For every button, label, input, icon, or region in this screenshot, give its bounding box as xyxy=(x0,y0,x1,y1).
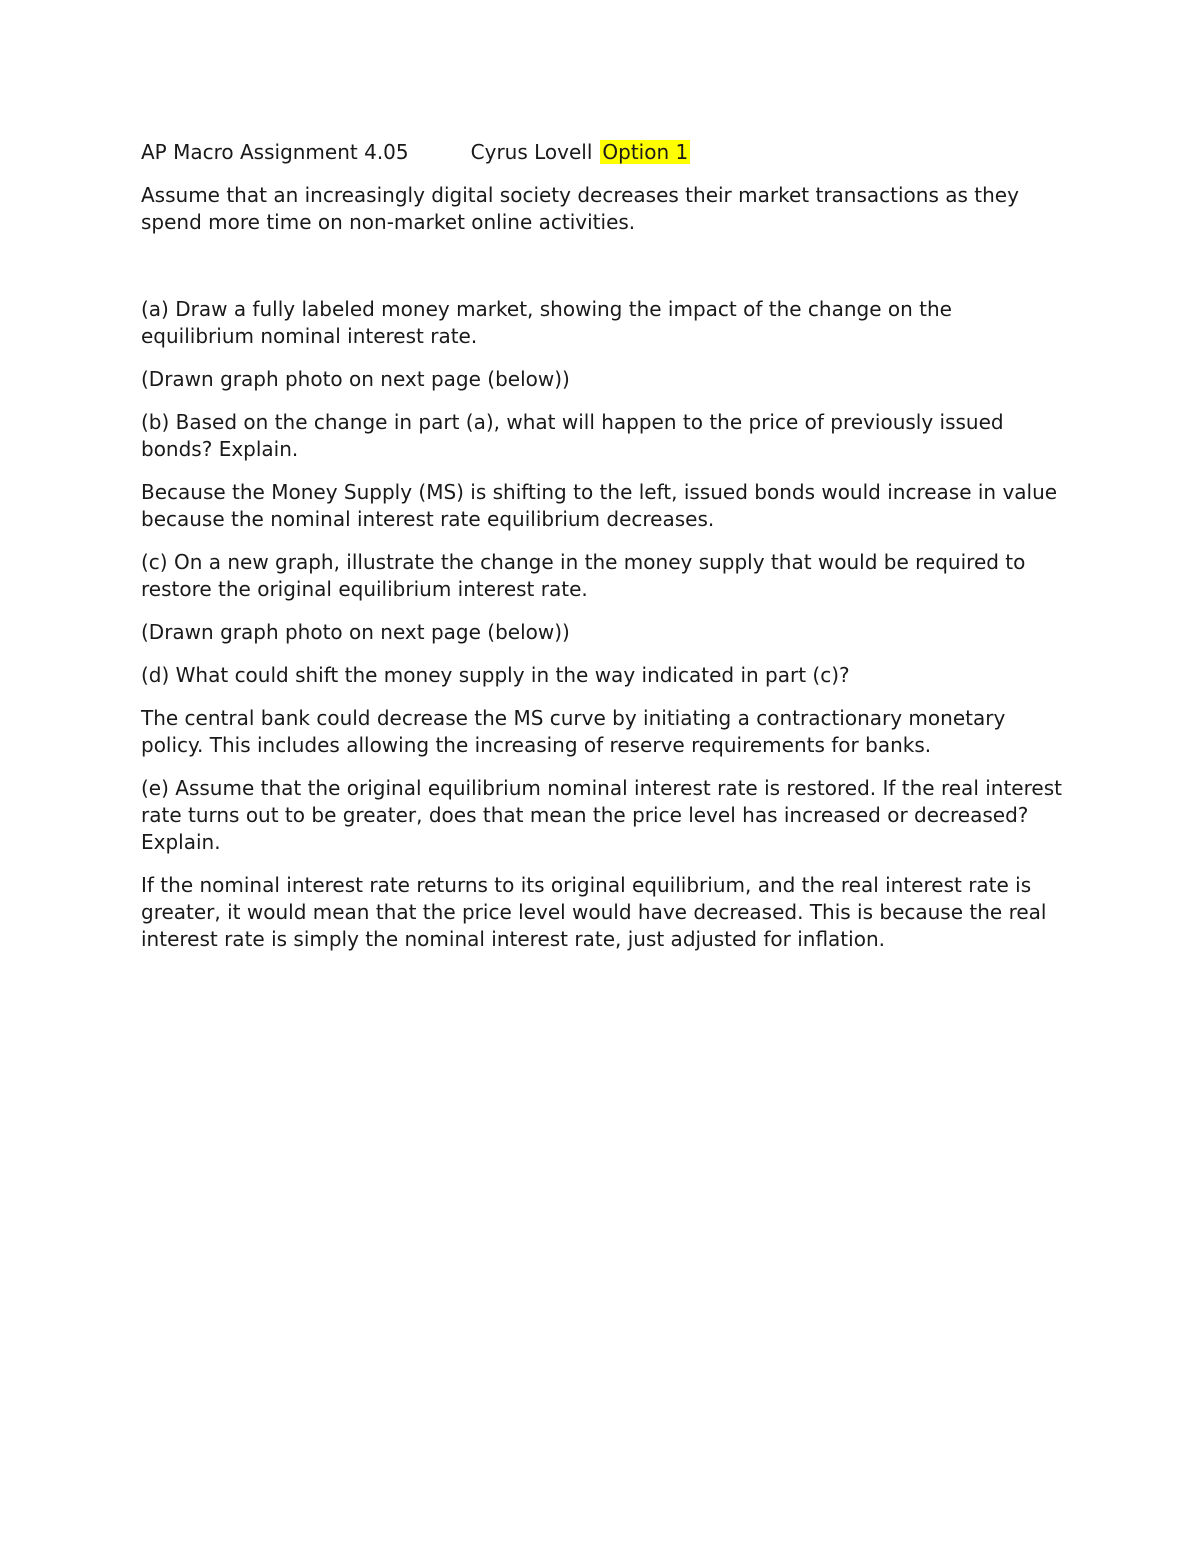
document-page xyxy=(141,139,1071,969)
answer-b: Because the Money Supply (MS) is shifting to the left, issued bonds would increase in value because the nominal interest rate equilibrium decreases. xyxy=(141,480,1058,531)
assignment-title: AP Macro Assignment 4.05 xyxy=(141,140,409,164)
question-e: (e) Assume that the original equilibrium nominal interest rate is restored. If the real interest rate turns out to be greater, does that mean the price level has increased or decreased? Explain. xyxy=(141,776,1062,854)
option-highlight: Option 1 xyxy=(602,140,689,164)
document-header xyxy=(141,139,1071,166)
student-name: Cyrus Lovell xyxy=(470,140,593,164)
question-d: (d) What could shift the money supply in the way indicated in part (c)? xyxy=(141,663,850,687)
question-b: (b) Based on the change in part (a), what will happen to the price of previously issued bonds? Explain. xyxy=(141,410,1004,461)
blank-spacer xyxy=(141,252,1071,296)
answer-a: (Drawn graph photo on next page (below)) xyxy=(141,367,570,391)
answer-c: (Drawn graph photo on next page (below)) xyxy=(141,620,570,644)
question-c: (c) On a new graph, illustrate the change in the money supply that would be required to restore the original equilibrium interest rate. xyxy=(141,550,1026,601)
answer-e: If the nominal interest rate returns to its original equilibrium, and the real interest rate is greater, it would mean that the price level would have decreased. This is because the real interest rate is simply the nominal interest rate, just adjusted for inflation. xyxy=(141,873,1047,951)
intro-paragraph: Assume that an increasingly digital society decreases their market transactions as they spend more time on non-market online activities. xyxy=(141,183,1019,234)
question-a: (a) Draw a fully labeled money market, showing the impact of the change on the equilibrium nominal interest rate. xyxy=(141,297,952,348)
answer-d: The central bank could decrease the MS curve by initiating a contractionary monetary policy. This includes allowing the increasing of reserve requirements for banks. xyxy=(141,706,1006,757)
